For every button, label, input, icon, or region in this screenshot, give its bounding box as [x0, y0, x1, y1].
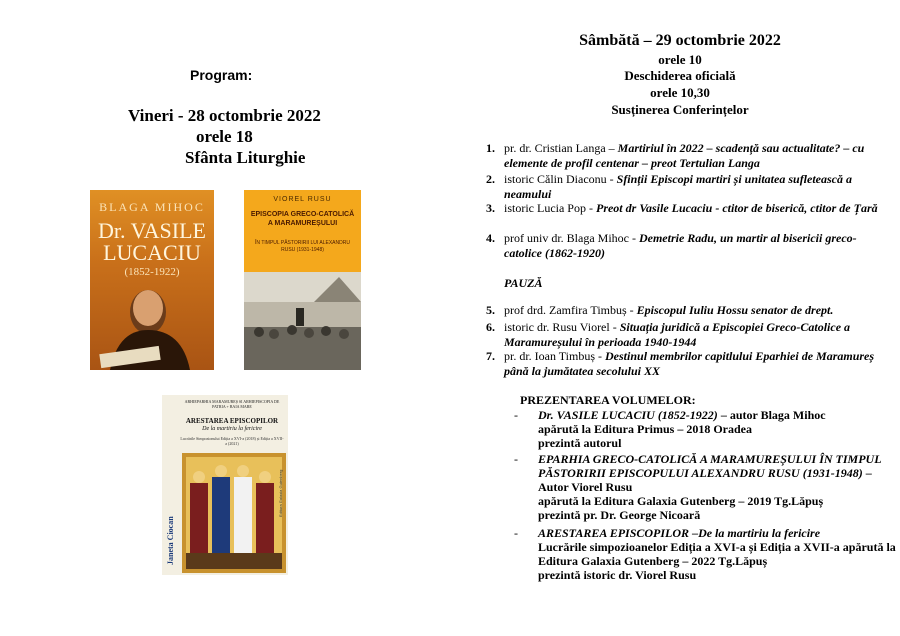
- talk-number: 5.: [486, 303, 495, 317]
- bullet-dash: -: [514, 452, 518, 466]
- talk-title: Situația juridică a Episcopiei Greco-Catolice a Maramureșului în perioada 1940-1944: [504, 320, 851, 349]
- bullet-dash: -: [514, 526, 518, 540]
- talk-title: Preot dr Vasile Lucaciu - ctitor de biserică, ctitor de Țară: [595, 201, 878, 215]
- book-header: ARHIEPARHIA MARAMUREȘ SI ARHIEPISCOPIA DE PATRIA + BAIA MARE: [184, 399, 280, 409]
- book-years: (1852-1922): [124, 266, 180, 278]
- talk-speaker: pr. dr. Ioan Timbuș -: [504, 349, 606, 363]
- talk-number: 4.: [486, 231, 495, 245]
- book-author: BLAGA MIHOC: [99, 200, 205, 214]
- talk-speaker: prof drd. Zamfira Timbuș -: [504, 303, 637, 317]
- saturday-event-1: Deschiderea oficială: [624, 68, 736, 83]
- program-label: Program:: [190, 67, 253, 83]
- crowd-photo: [244, 272, 361, 370]
- book-author: VIOREL RUSU: [273, 196, 332, 203]
- talk-number: 3.: [486, 201, 495, 215]
- volume-author: – Autor Viorel Rusu: [538, 466, 872, 494]
- book-subtitle: De la martiriu la fericire: [202, 426, 262, 432]
- volume-title: Dr. VASILE LUCACIU (1852-1922): [538, 408, 718, 422]
- talk-title: Martiriul în 2022 – scadență sau actualitate? – cu elemente de profil centenar – preot Tertulian Langa: [504, 141, 865, 170]
- talk-speaker: pr. dr. Cristian Langa –: [504, 141, 618, 155]
- book-title: EPISCOPIA GRECO-CATOLICĂ A MARAMUREȘULUI: [250, 211, 355, 227]
- volume-publisher: apărută la Editura Galaxia Gutenberg – 2019 Tg.Lăpuș: [538, 494, 824, 508]
- volumes-heading: PREZENTAREA VOLUMELOR:: [520, 393, 696, 407]
- talk-number: 6.: [486, 320, 495, 334]
- book-spine-publisher: Editura Galaxia Gutenberg: [278, 469, 283, 517]
- volume-publisher: apărută la Editura Primus – 2018 Oradea: [538, 422, 753, 436]
- saturday-event-2: Susținerea Conferințelor: [611, 102, 749, 117]
- talk-title: Episcopul Iuliu Hossu senator de drept.: [636, 303, 834, 317]
- friday-event: Sfânta Liturghie: [185, 148, 306, 167]
- book-spine-author: Janeta Ciocan: [166, 516, 175, 565]
- friday-date: Vineri - 28 octombrie 2022: [128, 106, 321, 125]
- volume-author: – autor Blaga Mihoc: [717, 408, 826, 422]
- portrait-illustration: [90, 190, 214, 370]
- talk-speaker: istoric Lucia Pop -: [504, 201, 596, 215]
- saturday-date: Sâmbătă – 29 octombrie 2022: [579, 32, 781, 49]
- talk-title: Destinul membrilor capitlului Eparhiei de Maramureș până la jumătatea secolului XX: [504, 349, 875, 378]
- book-cover-episcopia: [244, 190, 361, 370]
- book-title: LUCACIU: [103, 240, 201, 265]
- book-title: Dr. VASILE: [98, 218, 206, 243]
- volume-presenter: prezintă autorul: [538, 436, 622, 450]
- talk-number: 1.: [486, 141, 495, 155]
- talk-speaker: prof univ dr. Blaga Mihoc -: [504, 231, 639, 245]
- talk-speaker: istoric Călin Diaconu -: [504, 172, 617, 186]
- pause-label: PAUZĂ: [504, 276, 543, 290]
- talk-title: Sfinții Episcopi martiri și unitatea sufletească a neamului: [504, 172, 852, 201]
- friday-time: orele 18: [196, 127, 253, 146]
- book-cover-arestarea-episcopilor: [162, 395, 288, 575]
- bullet-dash: -: [514, 408, 518, 422]
- volume-title: ARESTAREA EPISCOPILOR: [538, 526, 690, 540]
- saturday-time-2: orele 10,30: [650, 85, 710, 100]
- volume-presenter: prezintă istoric dr. Viorel Rusu: [538, 568, 697, 582]
- volume-subtitle: –De la martiriu la fericire: [689, 526, 821, 540]
- talk-number: 2.: [486, 172, 495, 186]
- saturday-time-1: orele 10: [658, 52, 702, 67]
- talk-number: 7.: [486, 349, 495, 363]
- book-note: Lucrările Simpozionului Ediția a XVI-a (2018) și Ediția a XVII-a (2021): [180, 436, 284, 446]
- volume-publisher: Lucrările simpozioanelor Ediția a XVI-a și Ediția a XVII-a apărută la Editura Galaxia Gutenberg – 2022 Tg.Lăpuș: [538, 540, 896, 568]
- book-subtitle: ÎN TIMPUL PĂSTORIRII LUI ALEXANDRU RUSU (1931-1948): [255, 240, 350, 253]
- book-title: ARESTAREA EPISCOPILOR: [185, 417, 279, 425]
- volume-title: EPARHIA GRECO-CATOLICĂ A MARAMUREȘULUI ÎN TIMPUL PĂSTORIRII EPISCOPULUI ALEXANDRU RUSU (1931-1948): [538, 452, 882, 480]
- icon-illustration: [182, 453, 286, 573]
- book-cover-vasile-lucaciu: [90, 190, 214, 370]
- talk-speaker: istoric dr. Rusu Viorel -: [504, 320, 620, 334]
- talk-title: Demetrie Radu, un martir al bisericii greco-catolice (1862-1920): [504, 231, 857, 260]
- volume-presenter: prezintă pr. Dr. George Nicoară: [538, 508, 701, 522]
